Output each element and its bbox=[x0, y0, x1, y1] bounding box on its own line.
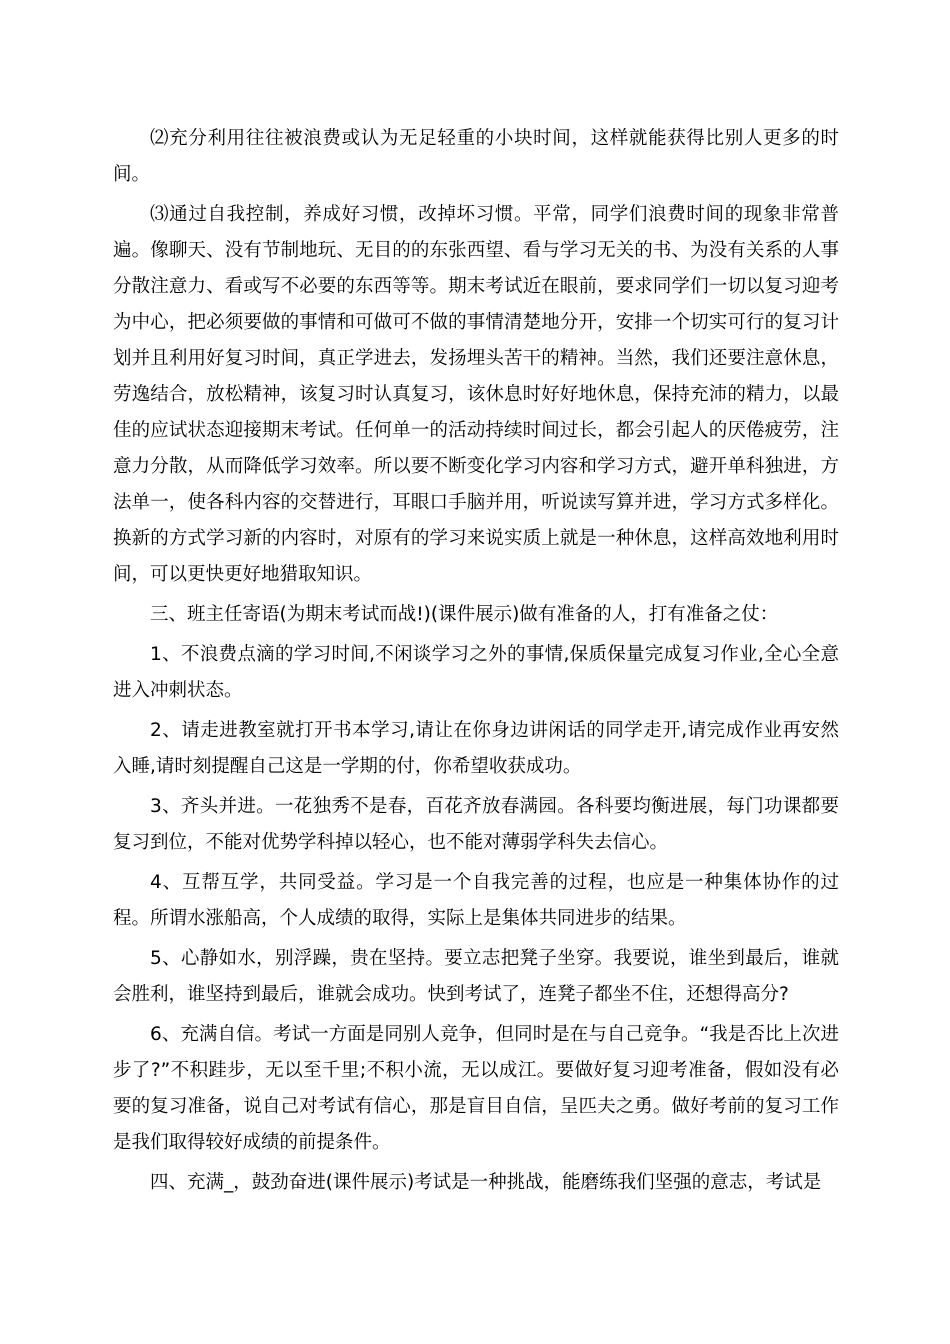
paragraph-item-5: 5、心静如水，别浮躁，贵在坚持。要立志把凳子坐穿。我要说，谁坐到最后，谁就会胜利，谁坚持到最后，谁就会成功。快到考试了，连凳子都坐不住，还想得高分? bbox=[113, 948, 839, 1005]
paragraph-item-4: 4、互帮互学，共同受益。学习是一个自我完善的过程，也应是一种集体协作的过程。所谓水涨船高，个人成绩的取得，实际上是集体共同进步的结果。 bbox=[113, 872, 839, 929]
paragraph-item-3: 3、齐头并进。一花独秀不是春，百花齐放春满园。各科要均衡进展，每门功课都要复习到位，不能对优势学科掉以轻心，也不能对薄弱学科失去信心。 bbox=[113, 796, 839, 853]
paragraph-item-1: 1、不浪费点滴的学习时间,不闲谈学习之外的事情,保质保量完成复习作业,全心全意进入冲刺状态。 bbox=[113, 644, 839, 701]
paragraph-section-three-heading: 三、班主任寄语(为期末考试而战!)(课件展示)做有准备的人，打有准备之仗： bbox=[150, 604, 779, 625]
document-body bbox=[113, 121, 839, 1205]
paragraph-section-four-heading: 四、充满_，鼓劲奋进(课件展示)考试是一种挑战，能磨练我们坚强的意志，考试是 bbox=[150, 1172, 822, 1193]
paragraph-item-2: 2、请走进教室就打开书本学习,请让在你身边讲闲话的同学走开,请完成作业再安然入睡,请时刻提醒自己这是一学期的付，你希望收获成功。 bbox=[113, 720, 839, 777]
paragraph-self-control: ⑶通过自我控制，养成好习惯，改掉坏习惯。平常，同学们浪费时间的现象非常普遍。像聊天、没有节制地玩、无目的的东张西望、看与学习无关的书、为没有关系的人事分散注意力、看或写不必要的东西等等。期末考试近在眼前，要求同学们一切以复习迎考为中心，把必须要做的事情和可做可不做的事情清楚地分开，安排一个切实可行的复习计划并且利用好复习时间，真正学进去，发扬埋头苦干的精神。当然，我们还要注意休息，劳逸结合，放松精神，该复习时认真复习，该休息时好好地休息，保持充沛的精力，以最佳的应试状态迎接期末考试。任何单一的活动持续时间过长，都会引起人的厌倦疲劳，注意力分散，从而降低学习效率。所以要不断变化学习内容和学习方式，避开单科独进，方法单一，使各科内容的交替进行，耳眼口手脑并用，听说读写算并进，学习方式多样化。换新的方式学习新的内容时，对原有的学习来说实质上就是一种休息，这样高效地利用时间，可以更快更好地猎取知识。 bbox=[113, 204, 839, 585]
paragraph-item-6: 6、充满自信。考试一方面是同别人竞争，但同时是在与自己竞争。“我是否比上次进步了?”不积跬步，无以至千里;不积小流，无以成江。要做好复习迎考准备，假如没有必要的复习准备，说自己对考试有信心，那是盲目自信，呈匹夫之勇。做好考前的复习工作是我们取得较好成绩的前提条件。 bbox=[113, 1024, 839, 1153]
paragraph-time-fragments: ⑵充分利用往往被浪费或认为无足轻重的小块时间，这样就能获得比别人更多的时间。 bbox=[113, 128, 839, 185]
